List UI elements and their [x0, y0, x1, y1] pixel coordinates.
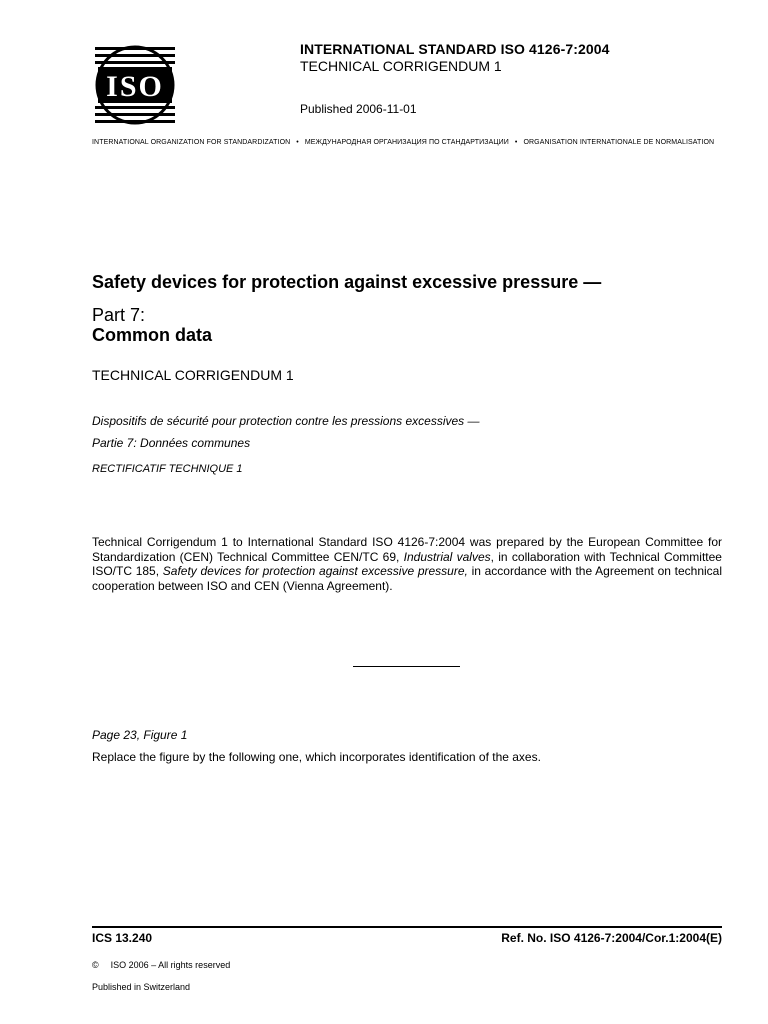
published-date: Published 2006-11-01 — [300, 102, 417, 116]
french-corrigendum-label: RECTIFICATIF TECHNIQUE 1 — [92, 463, 243, 475]
french-title: Dispositifs de sécurité pour protection contre les pressions excessives — — [92, 414, 480, 428]
replacement-instruction: Replace the figure by the following one, which incorporates identification of the axes. — [92, 750, 541, 764]
foreword-committee-title: Safety devices for protection against excessive pressure, — [162, 564, 468, 578]
document-title: Safety devices for protection against excessive pressure — — [92, 272, 602, 292]
iso-logo-text: ISO — [106, 70, 164, 103]
page-reference: Page 23, Figure 1 — [92, 728, 188, 742]
bullet-separator: • — [514, 139, 518, 146]
standard-title: INTERNATIONAL STANDARD ISO 4126-7:2004 — [300, 41, 610, 57]
ics-code: ICS 13.240 — [92, 931, 153, 945]
org-name-en: INTERNATIONAL ORGANIZATION FOR STANDARDIZATION — [92, 139, 291, 146]
footer-rule — [92, 926, 722, 928]
part-label: Part 7: — [92, 305, 146, 325]
copyright-text: ISO 2006 – All rights reserved — [110, 960, 231, 970]
copyright-symbol: © — [92, 960, 99, 970]
section-divider — [353, 666, 460, 667]
copyright-line — [92, 960, 230, 970]
french-part-title: Partie 7: Données communes — [92, 436, 251, 450]
iso-logo — [95, 45, 175, 125]
org-name-ru: МЕЖДУНАРОДНАЯ ОРГАНИЗАЦИЯ ПО СТАНДАРТИЗАЦИИ — [304, 139, 509, 146]
foreword-committee-name: Industrial valves — [403, 549, 491, 564]
organization-names — [92, 139, 722, 146]
foreword-text: in accordance with the Agreement on technical cooperation between ISO and CEN (Vienna Agreement). — [92, 564, 722, 593]
corrigendum-label: TECHNICAL CORRIGENDUM 1 — [92, 367, 294, 383]
part-title: Common data — [92, 325, 213, 345]
foreword-text: Technical Corrigendum 1 to International Standard ISO 4126-7:2004 was prepared by the European Committee for Standardization (CEN) Technical Committee CEN/TC 69, — [92, 535, 722, 564]
bullet-separator: • — [296, 139, 299, 146]
header-corrigendum: TECHNICAL CORRIGENDUM 1 — [300, 58, 502, 74]
published-in: Published in Switzerland — [92, 982, 191, 992]
reference-number: Ref. No. ISO 4126-7:2004/Cor.1:2004(E) — [501, 931, 722, 945]
org-name-fr: ORGANISATION INTERNATIONALE DE NORMALISATION — [523, 139, 715, 146]
foreword-paragraph — [92, 535, 722, 593]
foreword-text: , in collaboration with Technical Committee ISO/TC 185, — [92, 549, 722, 578]
